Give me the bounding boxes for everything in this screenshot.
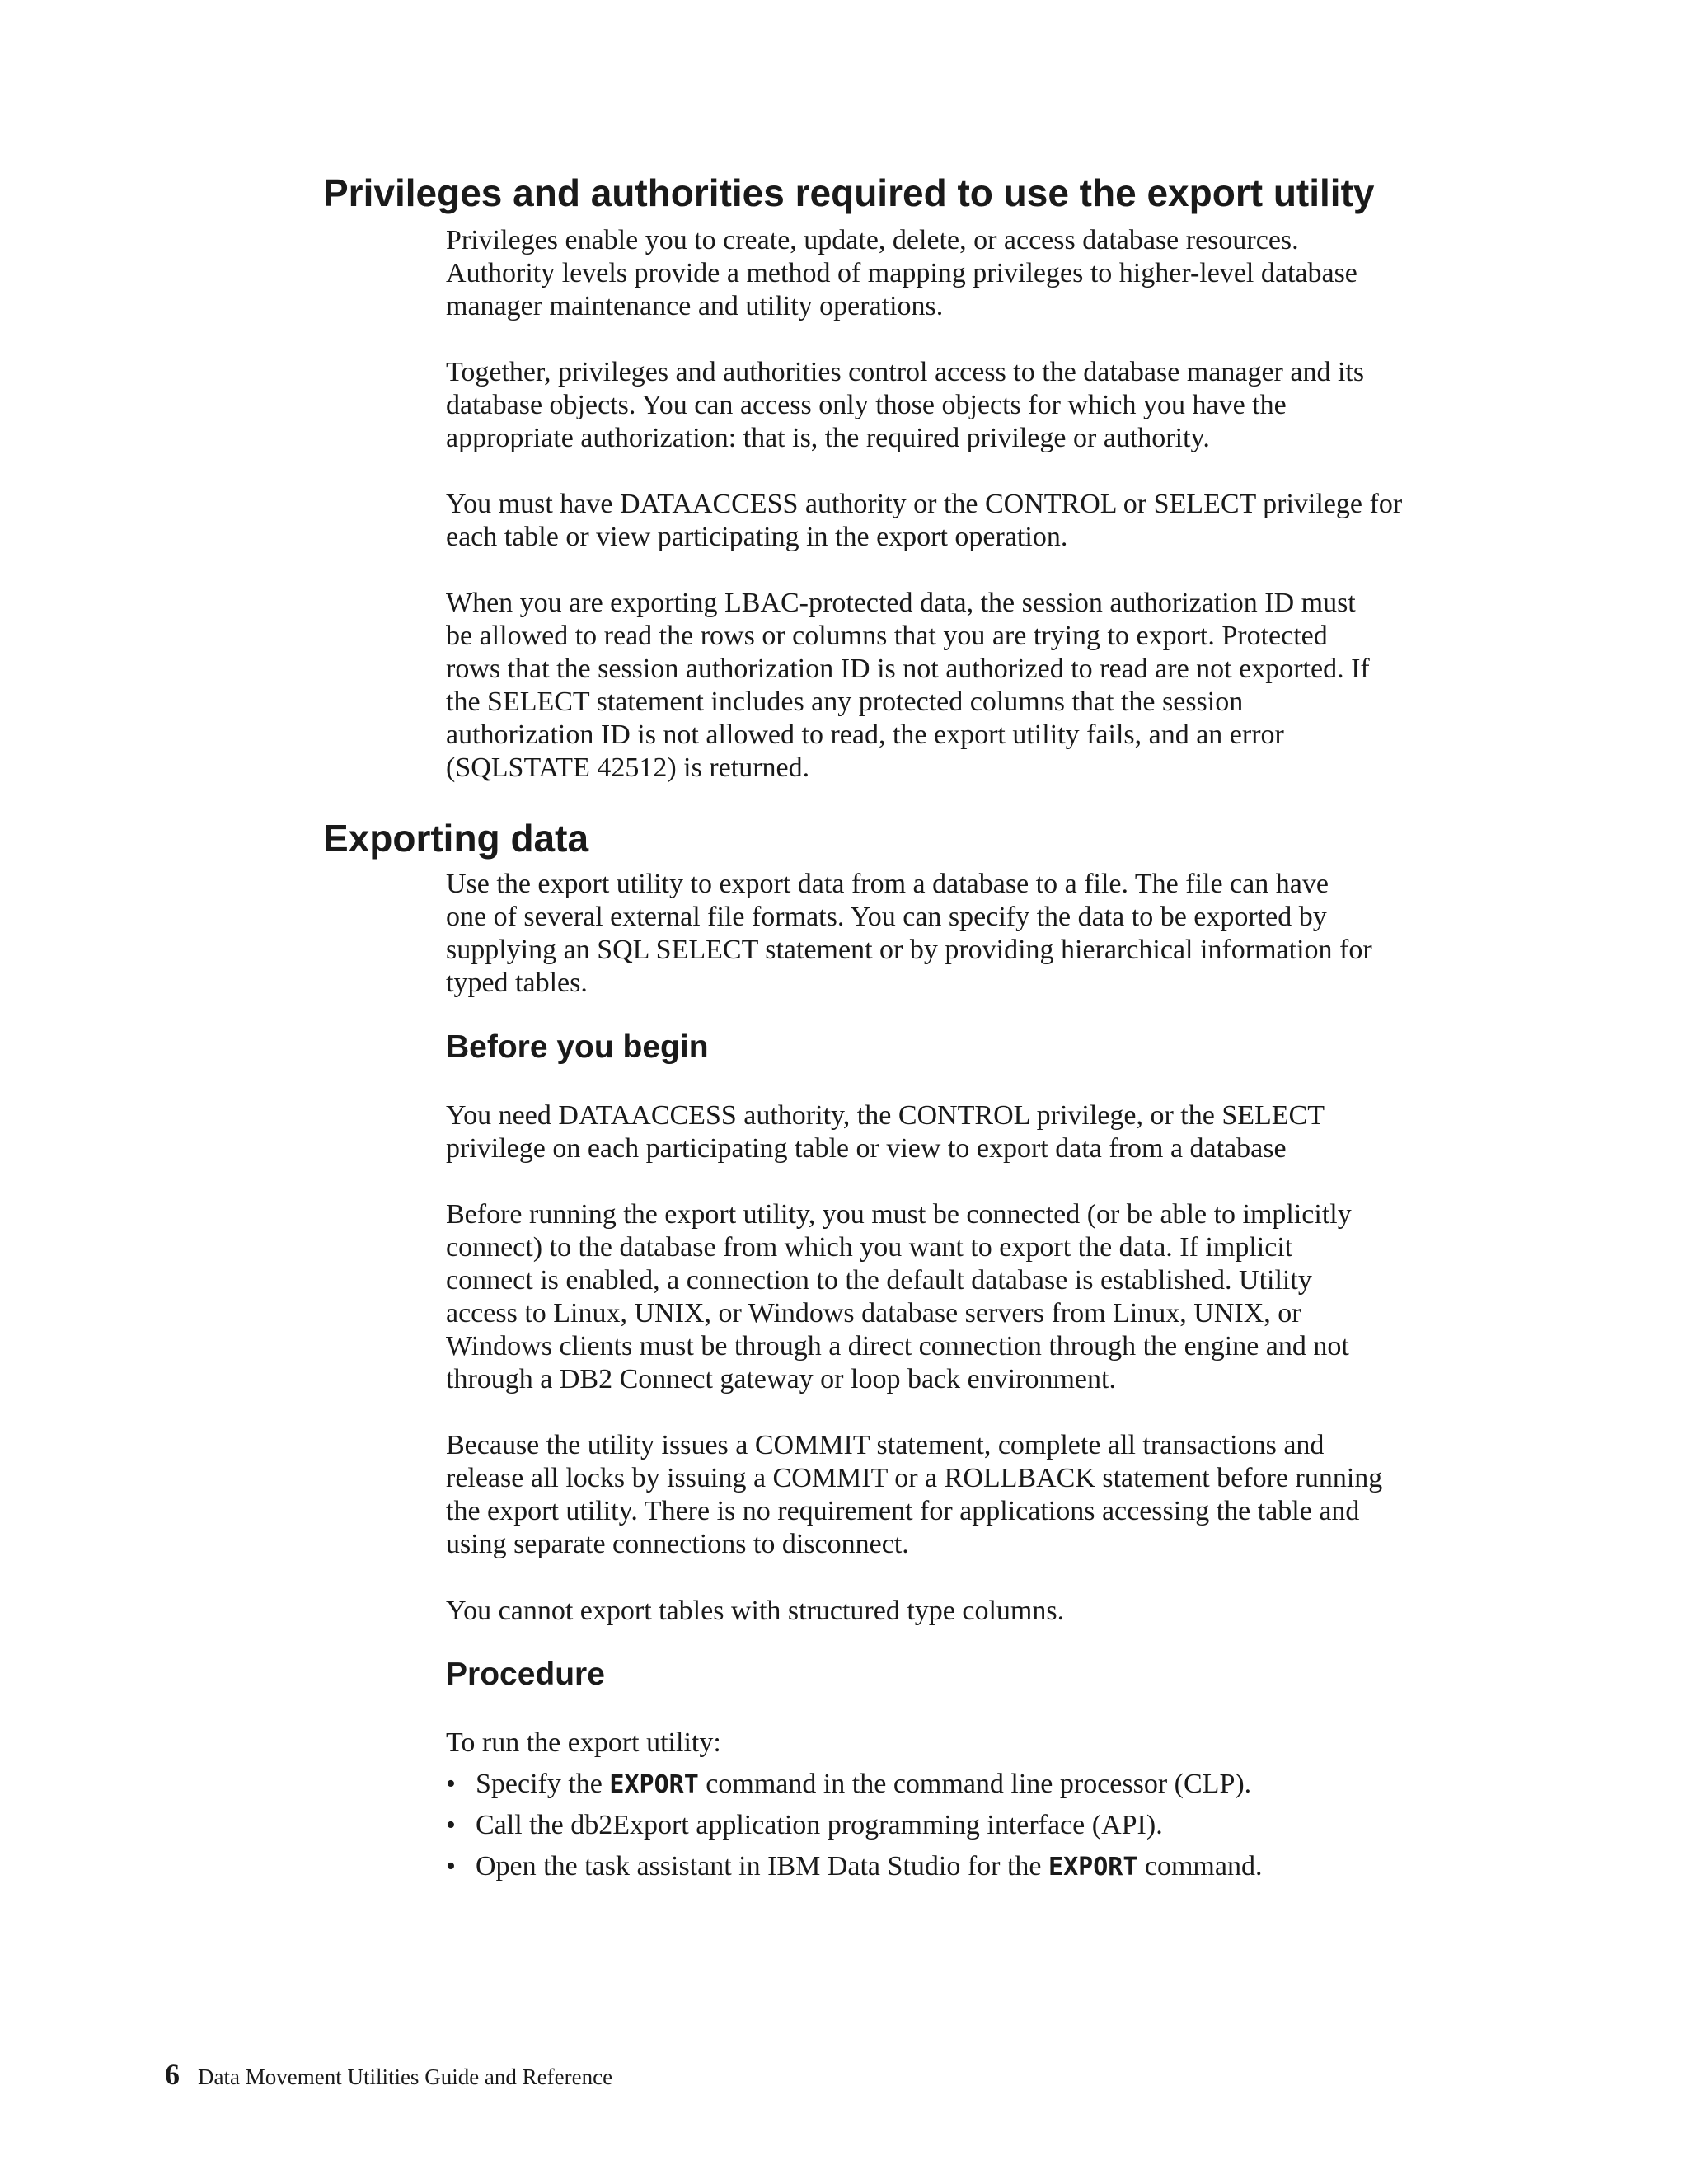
text-line: manager maintenance and utility operations.: [446, 291, 944, 321]
list-item-text: command in the command line processor (CLP).: [698, 1769, 1252, 1799]
paragraph-access-control: [446, 356, 1364, 455]
text-line: each table or view participating in the export operation.: [446, 522, 1068, 552]
book-title: Data Movement Utilities Guide and Reference: [198, 2064, 613, 2089]
text-line: Privileges enable you to create, update, delete, or access database resources.: [446, 225, 1299, 255]
text-line: the SELECT statement includes any protected columns that the session: [446, 687, 1244, 717]
text-line: Windows clients must be through a direct connection through the engine and not: [446, 1331, 1349, 1361]
text-line: privilege on each participating table or view to export data from a database: [446, 1133, 1287, 1164]
list-item-text: command.: [1137, 1851, 1263, 1882]
text-line: supplying an SQL SELECT statement or by providing hierarchical information for: [446, 935, 1372, 965]
paragraph-lbac-protected-data: [446, 587, 1370, 785]
paragraph-structured-type-limitation: [446, 1595, 1064, 1628]
paragraph-dataaccess-requirement: [446, 1099, 1325, 1165]
text-line: authorization ID is not allowed to read, the export utility fails, and an error: [446, 719, 1284, 750]
page-number: 6: [165, 2058, 180, 2091]
procedure-intro: [446, 1727, 721, 1760]
command-name: EXPORT: [609, 1770, 699, 1799]
subsection-heading-before-you-begin: Before you begin: [446, 1029, 709, 1065]
bullet-icon: •: [446, 1851, 456, 1882]
text-line: connect is enabled, a connection to the default database is established. Utility: [446, 1265, 1312, 1296]
text-line: Together, privileges and authorities control access to the database manager and its: [446, 357, 1365, 387]
paragraph-privileges-intro: [446, 224, 1357, 323]
section-heading-privileges: Privileges and authorities required to use the export utility: [323, 171, 1375, 214]
text-line: through a DB2 Connect gateway or loop back environment.: [446, 1364, 1116, 1394]
paragraph-connection-requirement: [446, 1198, 1352, 1396]
bullet-icon: •: [446, 1769, 456, 1799]
paragraph-required-authority: [446, 488, 1402, 554]
text-line: one of several external file formats. You can specify the data to be exported by: [446, 902, 1327, 932]
text-line: To run the export utility:: [446, 1727, 721, 1758]
list-item-text: Specify the: [476, 1769, 610, 1799]
text-line: appropriate authorization: that is, the required privilege or authority.: [446, 423, 1210, 453]
text-line: Use the export utility to export data from a database to a file. The file can have: [446, 869, 1329, 899]
section-heading-exporting-data: Exporting data: [323, 817, 589, 860]
bullet-icon: •: [446, 1810, 456, 1840]
text-line: the export utility. There is no requirement for applications accessing the table and: [446, 1496, 1360, 1526]
text-line: connect) to the database from which you want to export the data. If implicit: [446, 1232, 1293, 1263]
paragraph-exporting-intro: [446, 868, 1372, 1000]
text-line: (SQLSTATE 42512) is returned.: [446, 752, 810, 783]
text-line: Before running the export utility, you must be connected (or be able to implicitly: [446, 1199, 1352, 1230]
text-line: Authority levels provide a method of mapping privileges to higher-level database: [446, 258, 1357, 288]
paragraph-commit-requirement: [446, 1429, 1382, 1561]
text-line: using separate connections to disconnect.: [446, 1529, 909, 1559]
text-line: rows that the session authorization ID is not authorized to read are not exported. If: [446, 654, 1370, 684]
text-line: release all locks by issuing a COMMIT or a ROLLBACK statement before running: [446, 1463, 1383, 1493]
text-line: You must have DATAACCESS authority or the CONTROL or SELECT privilege for: [446, 489, 1403, 519]
command-name: EXPORT: [1048, 1853, 1138, 1882]
text-line: When you are exporting LBAC-protected data, the session authorization ID must: [446, 588, 1356, 618]
text-line: be allowed to read the rows or columns that you are trying to export. Protected: [446, 621, 1328, 651]
list-item-text: Call the db2Export application programming interface (API).: [476, 1810, 1163, 1840]
text-line: access to Linux, UNIX, or Windows database servers from Linux, UNIX, or: [446, 1298, 1301, 1329]
page-footer: [165, 2057, 612, 2092]
subsection-heading-procedure: Procedure: [446, 1657, 605, 1692]
text-line: database objects. You can access only those objects for which you have the: [446, 390, 1287, 420]
text-line: You need DATAACCESS authority, the CONTROL privilege, or the SELECT: [446, 1100, 1325, 1131]
text-line: Because the utility issues a COMMIT statement, complete all transactions and: [446, 1430, 1325, 1460]
text-line: typed tables.: [446, 968, 588, 998]
text-line: You cannot export tables with structured type columns.: [446, 1596, 1065, 1626]
list-item-text: Open the task assistant in IBM Data Studio for the: [476, 1851, 1049, 1882]
